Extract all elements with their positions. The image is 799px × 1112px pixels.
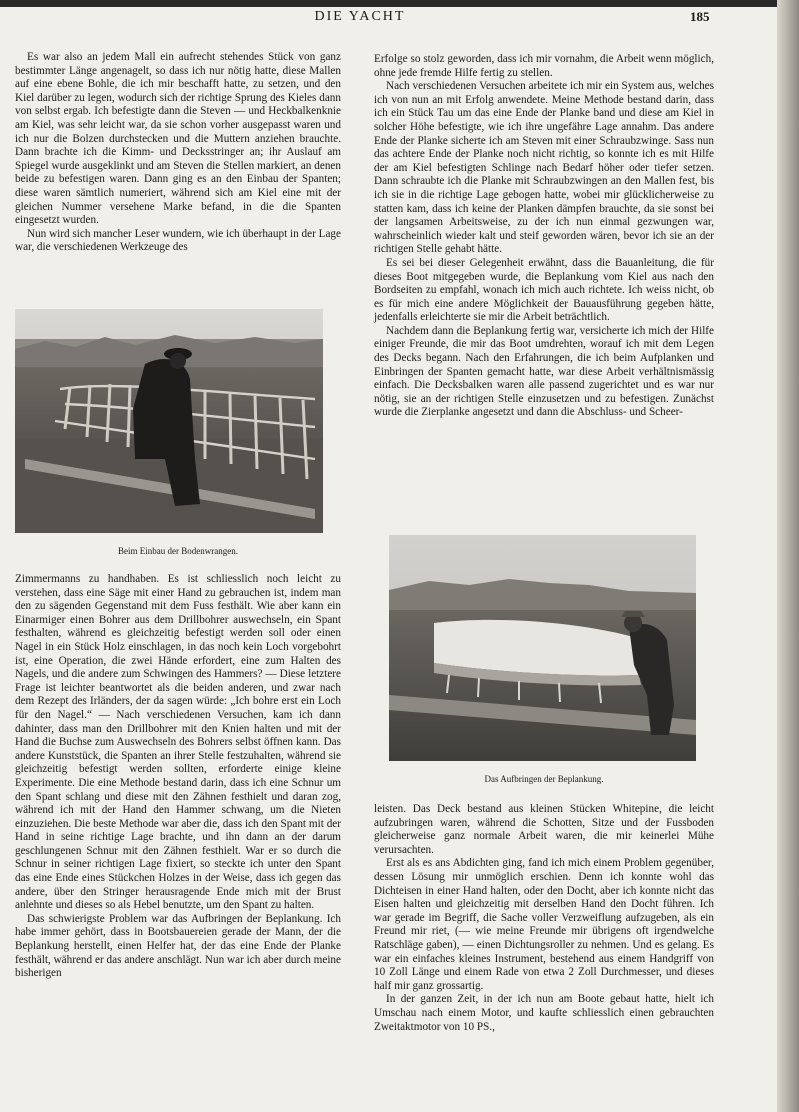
figure1-caption: Beim Einbau der Bodenwrangen. [118, 546, 238, 556]
page-top-edge [0, 0, 799, 7]
right-column-bottom-text [374, 803, 714, 1083]
running-title: DIE YACHT [314, 9, 406, 24]
page-number: 185 [690, 9, 710, 24]
photo-bodenwrangen [15, 309, 323, 533]
photo-beplankung [389, 535, 696, 761]
left-column-top-text [15, 51, 341, 291]
paragraph: In der ganzen Zeit, in der ich nun am Boote gebaut hatte, hielt ich Umschau nach einem Motor, und kaufte schliesslich einen gebrauchten Zweitaktmotor von 10 PS., [374, 993, 714, 1033]
figure2-caption: Das Aufbringen der Beplankung. [484, 774, 604, 784]
paragraph: Nun wird sich mancher Leser wundern, wie ich überhaupt in der Lage war, die verschiedenen Werkzeuge des [15, 227, 341, 254]
paragraph: Es war also an jedem Mall ein aufrecht stehendes Stück von ganz bestimmter Länge angenagelt, so dass ich nur nötig hatte, diese Mallen auf eine ebene Bohle, die ich mir beschafft hatte, zu setzen, und den Kiel darüber zu legen, wodurch sich der richtige Sprung des Kieles dann von selbst ergab. Ich befestigte dann die Steven — und Heckbalkenknie am Kiel, was sehr leicht war, da sie schon vorher ausgepasst waren und ich nur die Bolzen durchstecken und die Muttern anziehen brauchte. Dann brachte ich die Kimm- und Decksstringer an; ihr Auslauf am Spiegel wurde ausgeklinkt und am Steven die Stellen markiert, an denen beide zu befestigen waren. Dann ging es an den Einbau der Spanten; diese waren sämtlich numeriert, während sich am Kiel eine mit der gleichen Nummer versehene Marke befand, in die die Spanten eingesetzt wurden. [15, 51, 341, 227]
paragraph: Nachdem dann die Beplankung fertig war, versicherte ich mich der Hilfe einiger Freunde, die mir das Boot umdrehten, worauf ich mit dem Legen des Decks begann. Nach den Erfahrungen, die ich beim Aufplanken und Einbringen der Spanten gemacht hatte, war diese Arbeit verhältnismässig einfach. Die Decksbalken waren alle passend zugerichtet und es war nur nötig, sie an der richtigen Stelle einzusetzen und zu befestigen. Zunächst wurde die Zierplanke angesetzt und dann die Abschluss- und Scheer- [374, 324, 714, 419]
paragraph: Zimmermanns zu handhaben. Es ist schliesslich noch leicht zu verstehen, dass eine Säge mit einer Hand zu gebrauchen ist, indem man den zu sägenden Gegenstand mit dem Fuss festhält. Wie aber kann ein Einarmiger einen Bohrer aus dem Drillbohrer auswechseln, ein Spant festhalten, während es gleichzeitig befestigt werden soll oder einen Nagel in ein Stück Holz einschlagen, in das noch kein Loch vorgebohrt ist, eine Operation, die zwei Hände erfordert, eine zum Halten des Nagels, und die andere zum Schwingen des Hammers? — Diese letztere Frage ist leichter beantwortet als die beiden anderen, und zwar nach dem Rezept des Irländers, der da sagen würde: „Ich bohre erst ein Loch für den Nagel.“ — Nach verschiedenen Versuchen, kam ich dann dahinter, dass man den Drillbohrer mit den Knien halten und mit der Hand die Buchse zum Auswechseln des Bohrers selbst öffnen kann. Das andere Kunststück, die Spanten an ihrer Stelle festzuhalten, während sie gleichzeitig befestigt werden sollten, erforderte einige kleine Experimente. Die eine Methode bestand darin, dass ich eine Schnur um den Spant schlang und diese mit den Zähnen festhielt und daran zog, während ich mit der Hand den Hammer schwang, um die Nieten einzuziehen. Die beste Methode war aber die, dass ich den Spant mit der Hand in seine richtige Lage brachte, und ihn dann an der darum geschlungenen Schnur mit den Zähnen festhielt. War er so durch die Schnur in seiner richtigen Lage fixiert, so steckte ich unter den Spant das eine Ende eines Stückchen Holzes in der Weise, dass ich gegen das andere, über den Stringer herausragende Ende mich mit der Brust anlehnte und dieses so als Hebel benutzte, um den Spant zu halten. [15, 573, 341, 912]
paragraph: leisten. Das Deck bestand aus kleinen Stücken Whitepine, die leicht aufzubringen waren, während die Schotten, Sitze und der Fussboden gleicherweise ganz normale Arbeit waren, die mir keinerlei Mühe verursachten. [374, 803, 714, 856]
paragraph: Erst als es ans Abdichten ging, fand ich mich einem Problem gegenüber, dessen Lösung mir unmöglich erschien. Denn ich konnte wohl das Dichteisen in einer Hand halten, oder den Docht, aber ich konnte nicht das Eisen halten und gleichzeitig mit derselben Hand den Docht führen. Ich war gerade im Begriff, die Sache voller Verzweiflung aufzugeben, als ein Freund mir riet, (— wie meine Freunde mir übrigens oft irgendwelche Ratschläge gaben), — einen Dichtungsroller zu nehmen. Und es gelang. Es war ein einfaches kleines Instrument, bestehend aus einem Handgriff von 10 Zoll Länge und einem Rade von etwa 2 Zoll Durchmesser, und dieses half mir ganz grossartig. [374, 857, 714, 992]
left-column-bottom-text [15, 573, 341, 1073]
page-binding-edge [777, 0, 799, 1112]
paragraph: Es sei bei dieser Gelegenheit erwähnt, dass die Bauanleitung, die für dieses Boot mitgegeben wurde, die Beplankung vom Kiel aus nach den Bordseiten zu empfahl, wonach ich mich auch richtete. Ich weiss nicht, ob es für mich eine andere Möglichkeit der Bauausführung gegeben hätte, jedenfalls erleichterte sie mir die Arbeit beträchtlich. [374, 256, 714, 324]
paragraph: Nach verschiedenen Versuchen arbeitete ich mir ein System aus, welches ich von nun an mit Erfolg anwendete. Meine Methode bestand darin, dass ich ein Stück Tau um das eine Ende der Planke band und diese am Kiel in solcher Höhe befestigte, wie ich ihre ungefähre Lage annahm. Das andere Ende der Planke sicherte ich am Steven mit einer Schraubzwinge. Sass nun das achtere Ende der Planke noch nicht richtig, so konnte ich es mit Hilfe der am Kiel befestigten Schlinge nach Bedarf höher oder tiefer setzen. Dann schraubte ich die Planke mit Schraubzwingen an den Mallen fest, bis ich sie in die richtige Lage gebogen hatte, wobei mir glücklicherweise zu statten kam, dass ich keine der Planken dämpfen brauchte, da sie sonst bei der langsamen Arbeitsweise, zu der ich nun einmal gezwungen war, wahrscheinlich wieder kalt und steif geworden wären, bevor ich sie an der richtigen Stelle gehabt hätte. [374, 80, 714, 256]
paragraph: Das schwierigste Problem war das Aufbringen der Beplankung. Ich habe immer gehört, dass in Bootsbauereien gerade der Mann, der die Beplankung herstellt, einen Helfer hat, der das eine Ende der Planke festhält, während er das andere anschlägt. Nun war ich aber durch meine bisherigen [15, 912, 341, 980]
right-column-top-text [374, 53, 714, 523]
paragraph: Erfolge so stolz geworden, dass ich mir vornahm, die Arbeit wenn möglich, ohne jede fremde Hilfe fertig zu stellen. [374, 53, 714, 79]
